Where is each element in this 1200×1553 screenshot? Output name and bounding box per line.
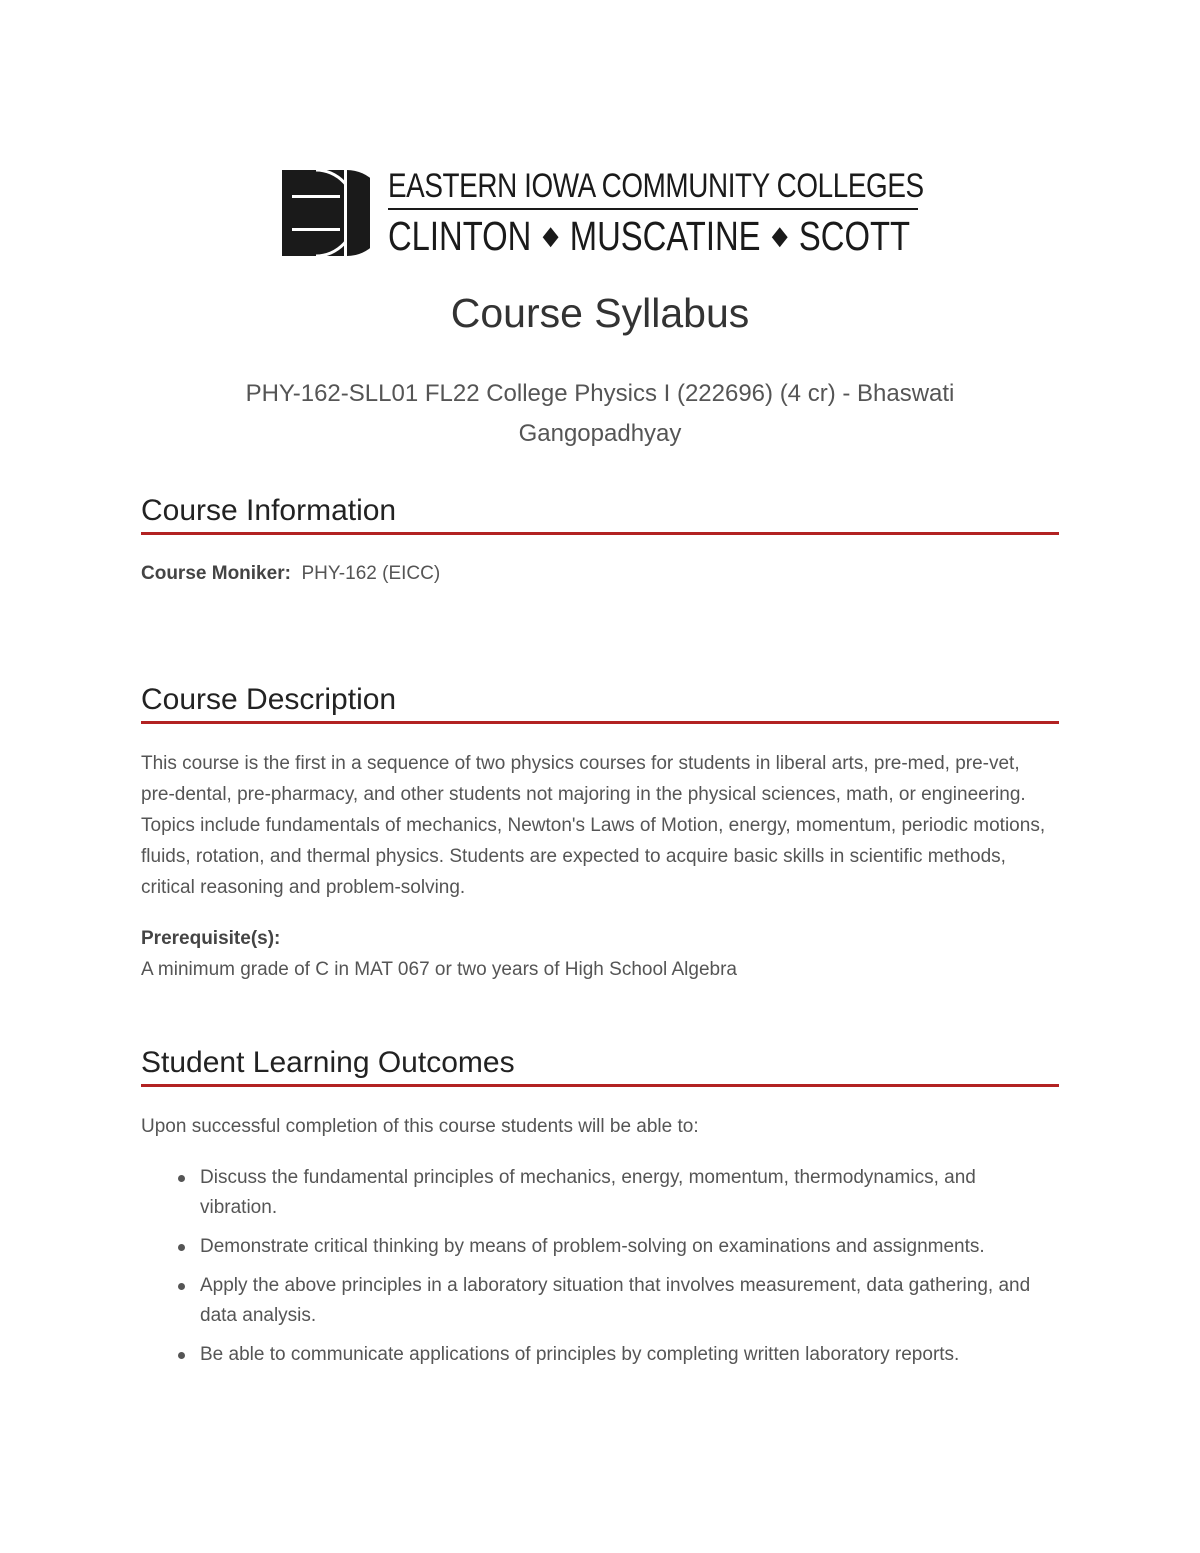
logo-divider — [388, 208, 918, 210]
campus-scott: SCOTT — [798, 213, 911, 259]
outcome-text: Demonstrate critical thinking by means of problem-solving on examinations and assignments. — [200, 1236, 985, 1257]
bullet-icon — [178, 1244, 185, 1251]
learning-outcomes-intro: Upon successful completion of this course students will be able to: — [141, 1116, 699, 1137]
list-item — [141, 1271, 1056, 1331]
course-information-heading: Course Information — [141, 493, 1059, 535]
prerequisite-text: A minimum grade of C in MAT 067 or two years of High School Algebra — [141, 959, 737, 980]
campus-names — [388, 212, 910, 259]
college-name: EASTERN IOWA COMMUNITY COLLEGES — [388, 167, 924, 205]
course-description-text: This course is the first in a sequence of two physics courses for students in liberal arts, pre-med, pre-vet, pre-dental, pre-pharmacy, and other students not majoring in the physical sciences, math, or engineering. Topics include fundamentals of mechanics, Newton's Laws of Motion, energy, momentum, periodic motions, fluids, rotation, and thermal physics. Students are expected to acquire basic skills in scientific methods, critical reasoning and problem-solving. — [141, 753, 1046, 898]
course-description-heading: Course Description — [141, 682, 1059, 724]
college-logo — [282, 167, 924, 259]
bullet-icon — [178, 1175, 185, 1182]
outcome-text: Discuss the fundamental principles of mechanics, energy, momentum, thermodynamics, and vibration. — [200, 1167, 976, 1218]
learning-outcomes-heading: Student Learning Outcomes — [141, 1045, 1059, 1087]
diamond-separator-icon: ◆ — [542, 220, 559, 250]
list-item — [141, 1163, 1056, 1223]
college-logo-mark — [282, 170, 370, 256]
list-item — [141, 1340, 1056, 1370]
bullet-icon — [178, 1352, 185, 1359]
campus-clinton: CLINTON — [388, 213, 532, 259]
bullet-icon — [178, 1283, 185, 1290]
outcome-text: Apply the above principles in a laboratory situation that involves measurement, data gathering, and data analysis. — [200, 1275, 1031, 1326]
course-subtitle: PHY-162-SLL01 FL22 College Physics I (222696) (4 cr) - Bhaswati Gangopadhyay — [245, 380, 955, 447]
course-moniker-label: Course Moniker: — [141, 563, 291, 584]
course-moniker — [141, 558, 1056, 589]
diamond-separator-icon: ◆ — [771, 220, 788, 250]
prerequisite-label: Prerequisite(s): — [141, 928, 281, 949]
campus-muscatine: MUSCATINE — [569, 213, 761, 259]
course-moniker-value: PHY-162 (EICC) — [301, 563, 441, 584]
learning-outcomes-list — [141, 1163, 1056, 1379]
outcome-text: Be able to communicate applications of principles by completing written laboratory reports. — [200, 1344, 960, 1365]
page-title: Course Syllabus — [450, 290, 750, 336]
list-item — [141, 1232, 1056, 1262]
